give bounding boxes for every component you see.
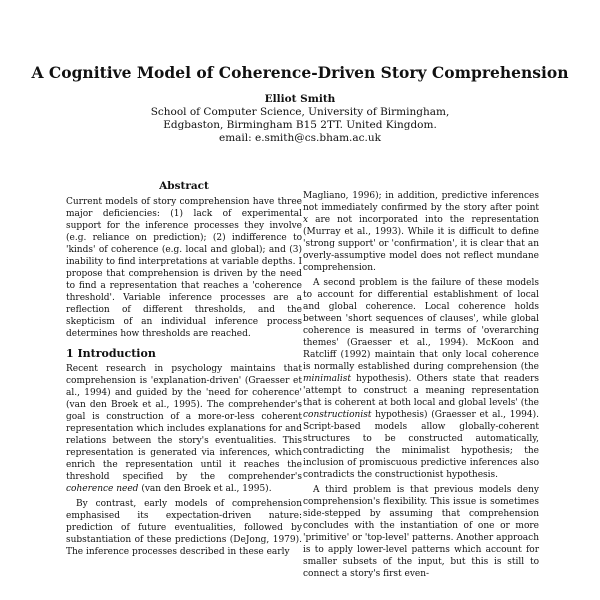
introduction-paragraph-2: By contrast, early models of comprehension emphasised its expectation-driven nature: prediction of future eventualities, followed by substantiation of these predictions (DeJong, 1979). The inference processes described in these early	[66, 499, 302, 557]
right-paragraph-2	[303, 277, 539, 481]
author-affiliation: School of Computer Science, University of Birmingham,	[150, 106, 450, 118]
right-p1-part-b: are not incorporated into the representation (Murray et al., 1993). While it is difficult to define 'strong support' or 'confirmation', it is clear that an overly-assumptive model does not reflect mundane comprehension.	[303, 215, 539, 273]
introduction-heading: 1 Introduction	[66, 347, 156, 360]
right-p1-part-a: Magliano, 1996); in addition, predictive inferences not immediately confirmed by the story after point	[303, 191, 539, 213]
right-p2-part-a: A second problem is the failure of these models to account for differential establishment of local and global coherence. Local coherence holds between 'short sequences of clauses', while global coherence is measured in terms of 'overarching themes' (Graesser et al., 1994). McKoon and Ratcliff (1992) maintain that only local coherence is normally established during comprehension (the	[303, 278, 539, 372]
author-name: Elliot Smith	[264, 93, 336, 105]
author-address: Edgbaston, Birmingham B15 2TT. United Kingdom.	[163, 119, 437, 131]
left-column	[66, 180, 302, 561]
right-p2-part-c: hypothesis) (Graesser et al., 1994). Script-based models allow globally-coherent structures to be constructed automatically, contradicting the minimalist hypothesis; the inclusion of promiscuous predictive inferences also contradicts the constructionist hypothesis.	[303, 410, 539, 480]
right-column	[303, 190, 539, 583]
abstract-heading: Abstract	[159, 180, 209, 192]
right-p2-emphasis-minimalist: minimalist	[303, 374, 351, 384]
abstract-text: Current models of story comprehension have three major deficiencies: (1) lack of experimental support for the inference processes they involve (e.g. reliance on prediction); (2) indifference to 'kinds' of coherence (e.g. local and global); and (3) inability to find interpretations at variable depths. I propose that comprehension is driven by the need to find a representation that reaches a 'coherence threshold'. Variable inference processes are a reflection of different thresholds, and the skepticism of an individual inference process determines how thresholds are reached.	[66, 197, 302, 339]
right-p2-emphasis-constructionist: constructionist	[303, 410, 372, 420]
right-paragraph-1	[303, 190, 539, 274]
paper-title: A Cognitive Model of Coherence-Driven Story Comprehension	[31, 63, 569, 82]
right-p2-part-b: hypothesis). Others state that readers 'attempt to construct a meaning representation that is coherent at both local and global levels' (the	[303, 374, 539, 408]
right-paragraph-3: A third problem is that previous models deny comprehension's flexibility. This issue is sometimes side-stepped by assuming that comprehension concludes with the instantiation of one or more 'primitive' or 'top-level' patterns. Another approach is to apply lower-level patterns which account for smaller subsets of the input, but this is still to connect a story's first even-	[303, 485, 539, 579]
right-p1-emphasis: x	[303, 215, 309, 225]
intro-p1-part-b: (van den Broek et al., 1995).	[138, 484, 272, 494]
introduction-paragraph-1	[66, 363, 302, 495]
author-email: email: e.smith@cs.bham.ac.uk	[218, 132, 381, 144]
intro-p1-part-a: Recent research in psychology maintains that comprehension is 'explanation-driven' (Graesser et al., 1994) and guided by the 'need for coherence' (van den Broek et al., 1995). The comprehender's goal is construction of a more-or-less coherent representation which includes explanations for and relations between the story's eventualities. This representation is generated via inferences, which enrich the representation until it reaches the threshold specified by the comprehender's	[66, 364, 302, 482]
author-block	[0, 93, 600, 145]
intro-p1-emphasis: coherence need	[66, 484, 139, 494]
